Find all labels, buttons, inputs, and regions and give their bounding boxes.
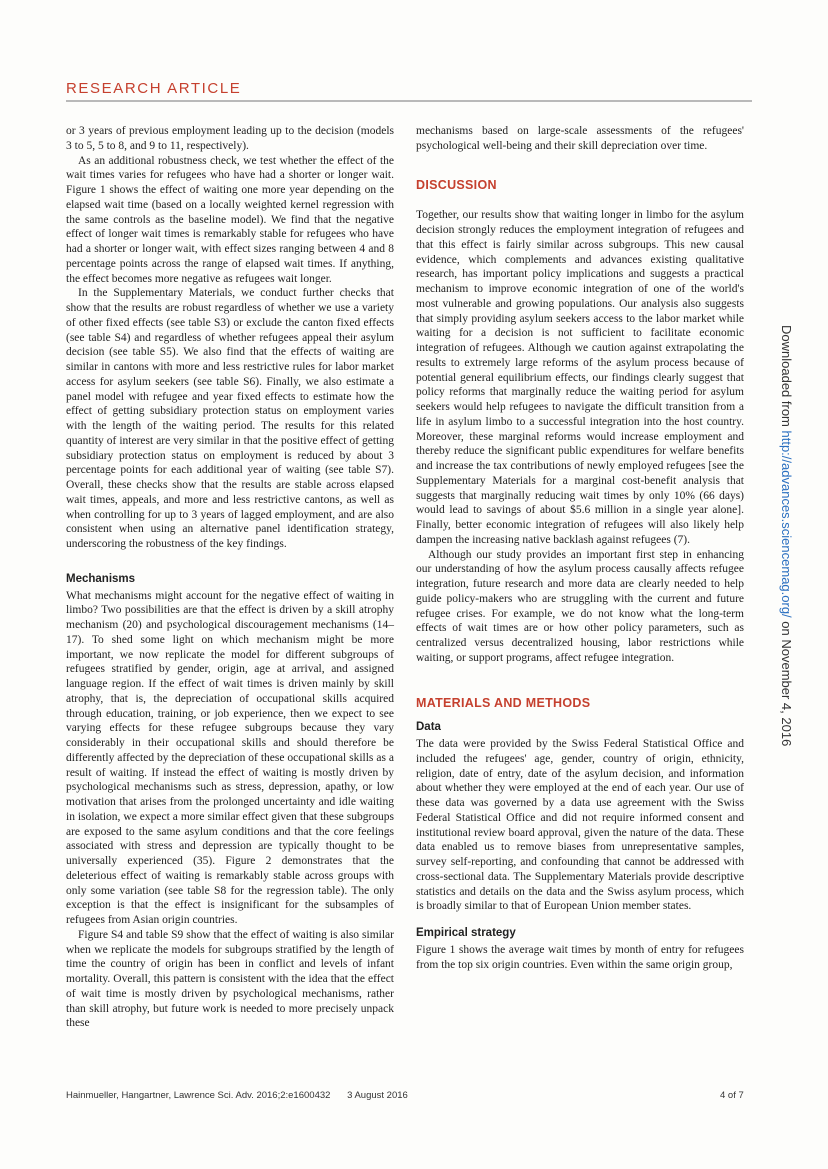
- download-prefix: Downloaded from: [779, 325, 794, 431]
- mechanisms-heading: Mechanisms: [66, 572, 136, 585]
- left-paragraph-1: or 3 years of previous employment leading up to the decision (models 3 to 5, 5 to 8, and 9 to 11, respectively).: [66, 125, 394, 152]
- empirical-strategy-heading: Empirical strategy: [416, 927, 516, 939]
- materials-methods-heading: MATERIALS AND METHODS: [416, 695, 591, 710]
- publication-date: 3 August 2016: [347, 1090, 408, 1101]
- section-label: RESEARCH ARTICLE: [66, 80, 242, 97]
- left-paragraph-3: In the Supplementary Materials, we conduct further checks that show that the results are robust regardless of whether we use a variety of other fixed effects (see table S3) or exclude the canton fixed effects (see table S4) and regardless of whether refugees appeal their asylum decision (see table S5). We also find that the effects of waiting are similar in cantons with more and less restrictive rules for labor market access for asylum seekers (see table S6). Finally, we also estimate a panel model with refugee and year fixed effects to estimate how the effect of getting subsidiary protection status on employment varies with the length of the waiting period. The results for this related quantity of interest are very similar in that the positive effect of getting subsidiary protection status on employment is reduced by about 3 percentage points for each additional year of waiting (see table S7). Overall, these checks show that the results are stable across elapsed wait times, appeals, and more and less restrictive cantons, as well as when controlling for up to 3 years of lagged employment, and are also consistent when using an alternative panel identification strategy, underscoring the robustness of the key findings.: [66, 287, 394, 550]
- left-paragraph-2: As an additional robustness check, we test whether the effect of the wait times varies for refugees who have had a shorter or longer wait. Figure 1 shows the effect of waiting one more year depending on the elapsed wait time (based on a locally weighted kernel regression with the same controls as the baseline model). We find that the negative effect of longer wait times is remarkably stable for refugees who have had a shorter or longer wait, with effect sizes ranging between 4 and 8 percentage points across the range of elapsed wait times. If anything, the effect becomes more negative as refugees wait longer.: [66, 154, 394, 285]
- footer-citation: [66, 1090, 408, 1101]
- right-paragraph-3: Although our study provides an important first step in enhancing our understanding of how the asylum process causally affects refugee integration, future research and more data are clearly needed to help guide policy-makers who are struggling with the current and future refugee crises. For example, we do not know what the long-term effects of wait times are or how other policy parameters, such as centralized versus decentralized housing, labor restrictions while waiting, or support programs, affect refugee integration.: [416, 548, 744, 664]
- right-paragraph-4: The data were provided by the Swiss Federal Statistical Office and included the refugees' age, gender, country of origin, ethnicity, religion, date of entry, date of the asylum decision, and information about whether they were employed at the end of each year. Our use of these data was governed by a data use agreement with the Swiss Federal Statistical Office and did not require informed consent and institutional review board approval, given the nature of the data. These data enabled us to remove biases from unrepresentative samples, survey self-reporting, and confounding that cannot be addressed with cross-sectional data. The Supplementary Materials provide descriptive statistics and details on the data and the Swiss asylum process, which is broadly similar to that of European Union member states.: [416, 738, 744, 913]
- left-paragraph-4: What mechanisms might account for the negative effect of waiting in limbo? Two possibilities are that the effect is driven by a skill atrophy mechanism (20) and psychological discouragement mechanisms (14–17). To shed some light on which mechanism might be more important, we now replicate the model for different subgroups of refugees stratified by gender, origin, age at arrival, and assigned language region. If the effect of wait times is driven mainly by skill atrophy, that is, the depreciation of occupational skills acquired through education, training, or job experience, then we expect to see varying effects for these refugee subgroups because they vary considerably in their occupational skills and should therefore be differently affected by the depreciation of these occupational skills as a result of waiting. If instead the effect of waiting is mostly driven by psychological mechanisms such as stress, depression, apathy, or low motivation that arises from the prolonged uncertainty and idle waiting in isolation, we expect a more similar effect given that these subgroups are exposed to the same asylum conditions and that the core feelings associated with stress and depression are typically thought to be universally experienced (35). Figure 2 demonstrates that the deleterious effect of waiting is remarkably stable across groups with only some variation (see table S8 for the regression table). The only exception is that the effect is insignificant for the subsamples of refugees from Asian origin countries.: [66, 589, 394, 926]
- citation-text: Hainmueller, Hangartner, Lawrence Sci. Adv. 2016;2:e1600432: [66, 1090, 331, 1101]
- right-paragraph-1: mechanisms based on large-scale assessments of the refugees' psychological well-being and their skill depreciation over time.: [416, 125, 744, 152]
- right-paragraph-5: Figure 1 shows the average wait times by month of entry for refugees from the top six origin countries. Even within the same origin group,: [416, 943, 744, 971]
- discussion-heading: DISCUSSION: [416, 177, 497, 192]
- download-note: [779, 325, 794, 746]
- header-rule: [66, 100, 752, 102]
- left-paragraph-5: Figure S4 and table S9 show that the effect of waiting is also similar when we replicate the models for subgroups stratified by the length of time the country of origin has been in conflict and levels of infant mortality. Overall, this pattern is consistent with the idea that the effect of wait time is mostly driven by psychological mechanisms, rather than skill atrophy, but future work is needed to more precisely unpack these: [66, 928, 394, 1030]
- right-column: [416, 124, 744, 972]
- right-paragraph-2: Together, our results show that waiting longer in limbo for the asylum decision strongly reduces the employment integration of refugees and that this effect is fairly similar across subgroups. This new causal evidence, which complements and advances existing qualitative research, has important policy implications and suggests a practical mechanism to improve economic integration of one of the world's most vulnerable and growing populations. Our analysis also suggests that simply providing asylum seekers access to the labor market while waiting for a decision is not sufficient to facilitate economic integration of refugees. Although we caution against extrapolating the results to extremely large reforms of the asylum process because of potential general equilibrium effects, our findings clearly suggest that policy reforms that marginally reduce the waiting period for asylum seekers would help refugees to navigate the difficult transition from a life in asylum limbo to a successful integration into the host country. Moreover, these marginal reforms would increase employment and thereby reduce the significant public expenditures for welfare benefits and increase the tax contributions of newly employed refugees [see the Supplementary Materials for a marginal cost-benefit analysis that suggests that marginally reducing wait times by only 10% (66 days) would lead to savings of about $5.6 million in a single year alone]. Finally, better economic integration of refugees will also likely help dampen the increasing native backlash against refugees (7).: [416, 209, 744, 546]
- download-link[interactable]: http://advances.sciencemag.org/: [779, 430, 794, 618]
- left-column: [66, 124, 394, 1031]
- data-heading: Data: [416, 721, 441, 734]
- download-suffix: on November 4, 2016: [779, 617, 794, 747]
- page-number: 4 of 7: [720, 1090, 744, 1101]
